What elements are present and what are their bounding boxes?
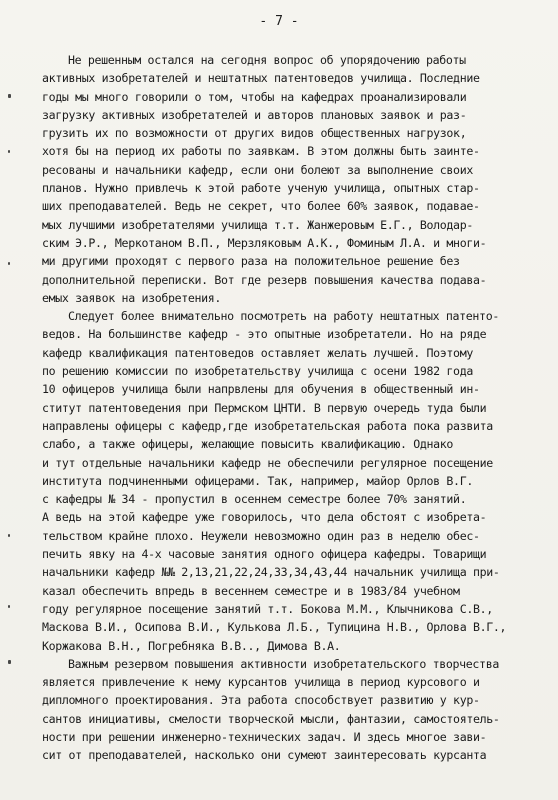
text-line: является привлечение к нему курсантов училища в период курсового и [42, 675, 480, 690]
text-line: начальники кафедр №№ 2,13,21,22,24,33,34,43,44 начальник училища при- [42, 565, 500, 580]
margin-mark [8, 94, 11, 98]
page-number: - 7 - [259, 14, 299, 29]
text-line: А ведь на этой кафедре уже говорилось, что дела обстоят с изобрета- [42, 510, 487, 525]
margin-mark [8, 262, 10, 265]
text-line: Маскова В.И., Осипова В.И., Кулькова Л.Б., Тупицина Н.В., Орлова В.Г., [42, 620, 507, 635]
text-line: ресованы и начальники кафедр, если они болеют за выполнение своих [42, 162, 473, 177]
text-line: году регулярное посещение занятий т.т. Бокова М.М., Клычникова С.В., [42, 601, 493, 616]
text-line: Следует более внимательно посмотреть на работу нештатных патенто- [68, 309, 499, 324]
text-line: и тут отдельные начальники кафедр не обеспечили регулярное посещение [42, 455, 493, 470]
text-line: дипломного проектирования. Эта работа способствует развитию у кур- [42, 693, 480, 708]
text-line: печить явку на 4-х часовые занятия одного офицера кафедры. Товарищи [42, 547, 487, 562]
margin-mark [8, 660, 11, 664]
text-line: ми другими проходят с первого раза на положительное решение без [42, 254, 460, 269]
text-line: грузить их по возможности от других видов общественных нагрузок, [42, 126, 467, 141]
text-line: активных изобретателей и нештатных патентоведов училища. Последние [42, 71, 480, 86]
margin-mark [8, 534, 10, 537]
text-line: 10 офицеров училища были напрвлены для обучения в общественный ин- [42, 382, 480, 397]
text-line: мых лучшими изобретателями училища т.т. Жанжеровым Е.Г., Володар- [42, 217, 473, 232]
text-line: тельством крайне плохо. Неужели невозможно один раз в неделю обес- [42, 528, 480, 543]
text-line: ности при решении инженерно-технических задач. И здесь многое зави- [42, 729, 487, 744]
text-line: Важным резервом повышения активности изобретательского творчества [68, 656, 499, 671]
document-body [42, 51, 547, 765]
text-line: ститут патентоведения при Пермском ЦНТИ. В первую очередь туда были [42, 400, 487, 415]
text-line: слабо, а также офицеры, желающие повысить квалификацию. Однако [42, 437, 454, 452]
text-line: дополнительной переписки. Вот где резерв повышения качества подава- [42, 272, 487, 287]
text-line: Не решенным остался на сегодня вопрос об упорядочению работы [68, 53, 466, 67]
text-line: ших преподавателей. Ведь не секрет, что более 60% заявок, подавае- [42, 199, 480, 214]
margin-mark [8, 150, 10, 153]
text-line: годы мы много говорили о том, чтобы на кафедрах проанализировали [42, 89, 467, 104]
text-line: сит от преподавателей, насколько они сумеют заинтересовать курсанта [42, 748, 487, 763]
text-line: казал обеспечить впредь в весеннем семестре и в 1983/84 учебном [42, 583, 460, 598]
text-line: по решению комиссии по изобретательству училища с осени 1982 года [42, 364, 473, 379]
text-line: планов. Нужно привлечь к этой работе ученую училища, опытных стар- [42, 181, 480, 196]
text-line: института подчиненными офицерами. Так, например, майор Орлов В.Г. [42, 473, 473, 488]
text-line: с кафедры № 34 - пропустил в осеннем семестре более 70% занятий. [42, 492, 467, 507]
text-line: емых заявок на изобретения. [42, 290, 222, 305]
text-line: кафедр квалификация патентоведов оставляет желать лучшей. Поэтому [42, 345, 473, 360]
margin-mark [8, 605, 10, 608]
text-line: направлены офицеры с кафедр,где изобретательская работа пока развита [42, 418, 493, 433]
text-line: Коржакова В.Н., Погребняка В.В.., Димова В.А. [42, 638, 341, 653]
text-line: сантов инициативы, смелости творческой мысли, фантазии, самостоятель- [42, 711, 500, 726]
text-line: ведов. На большинстве кафедр - это опытные изобретатели. Но на ряде [42, 327, 487, 342]
text-line: загрузку активных изобретателей и авторов плановых заявок и раз- [42, 107, 467, 122]
text-line: хотя бы на период их работы по заявкам. В этом должны быть заинте- [42, 144, 480, 159]
text-line: ским Э.Р., Меркотаном В.П., Мерзляковым А.К., Фоминым Л.А. и многи- [42, 235, 487, 250]
